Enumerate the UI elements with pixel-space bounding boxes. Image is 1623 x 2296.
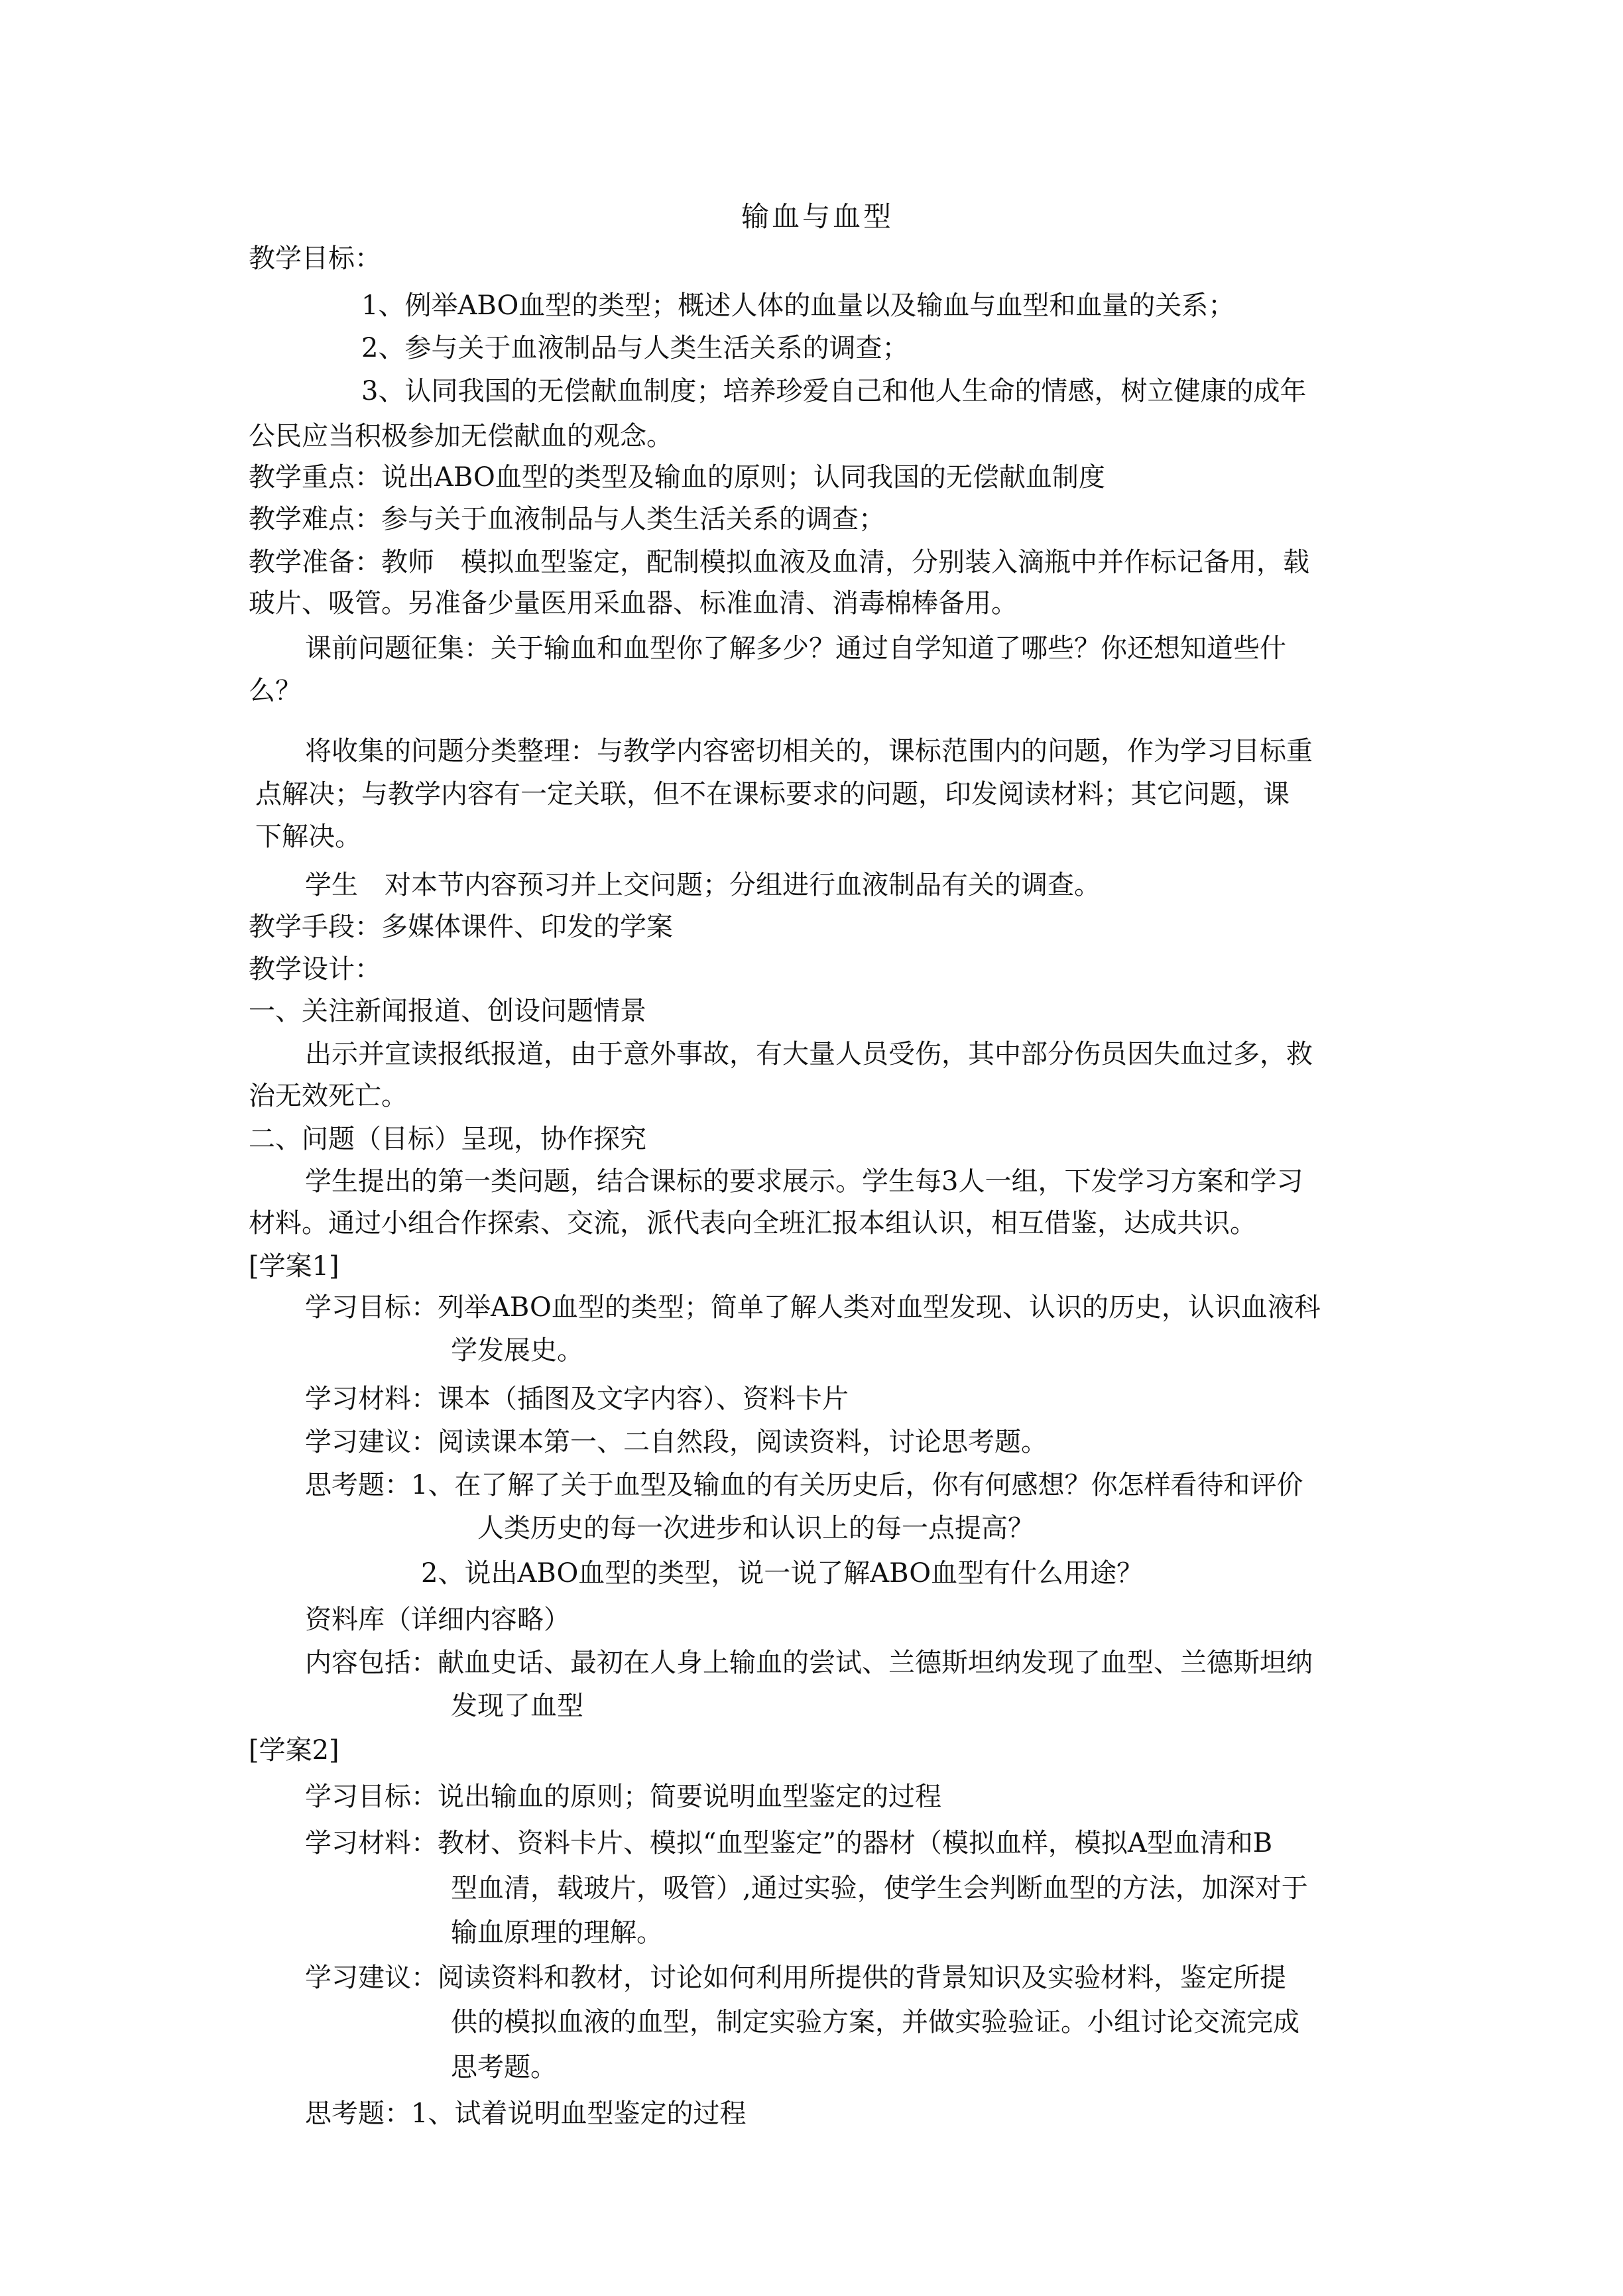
goals-heading: 教学目标：	[249, 243, 381, 274]
plan-2-material: 型血清，载玻片，吸管）,通过实验，使学生会判断血型的方法，加深对于	[451, 1873, 1308, 1903]
preparation-line	[249, 546, 1309, 579]
section-1-text: 治无效死亡。	[249, 1081, 408, 1111]
plan-2-label: [学案2]	[249, 1735, 339, 1766]
plan-2-material: 输血原理的理解。	[451, 1917, 663, 1948]
plan-2-goal: 学习目标：说出输血的原则；简要说明血型鉴定的过程	[305, 1782, 941, 1812]
preparation-line: 点解决；与教学内容有一定关联，但不在课标要求的问题，印发阅读材料；其它问题，课	[255, 779, 1290, 810]
section-2-heading: 二、问题（目标）呈现，协作探究	[249, 1124, 646, 1154]
design-heading: 教学设计：	[249, 954, 381, 985]
section-1-text: 出示并宣读报纸报道，由于意外事故，有大量人员受伤，其中部分伤员因失血过多，救	[305, 1039, 1313, 1069]
preparation-line: 下解决。	[255, 821, 361, 852]
page-title: 输血与血型	[741, 200, 894, 233]
plan-1-goal: 学习目标：列举ABO血型的类型；简单了解人类对血型发现、认识的历史，认识血液科	[305, 1292, 1321, 1323]
plan-2-material: 学习材料：教材、资料卡片、模拟“血型鉴定”的器材（模拟血样，模拟A型血清和B	[305, 1828, 1273, 1858]
goal-item: 2、参与关于血液制品与人类生活关系的调查；	[361, 333, 909, 363]
plan-2-question: 思考题：1、试着说明血型鉴定的过程	[305, 2098, 747, 2129]
preparation-text: 模拟血型鉴定，配制模拟血液及血清，分别装入滴瓶中并作标记备用，载	[461, 547, 1309, 577]
plan-2-advice: 思考题。	[451, 2052, 557, 2083]
plan-1-goal: 学发展史。	[451, 1335, 583, 1366]
preparation-teacher-label: 教学准备：教师	[249, 547, 434, 577]
section-2-text: 材料。通过小组合作探索、交流，派代表向全班汇报本组认识，相互借鉴，达成共识。	[249, 1208, 1256, 1239]
preparation-student-label: 学生	[305, 870, 358, 900]
plan-1-label: [学案1]	[249, 1251, 339, 1282]
plan-1-contents: 发现了血型	[451, 1691, 583, 1721]
plan-1-question: 人类历史的每一次进步和认识上的每一点提高？	[477, 1513, 1034, 1543]
goal-item: 公民应当积极参加无偿献血的观念。	[249, 421, 673, 452]
preparation-line: 玻片、吸管。另准备少量医用采血器、标准血清、消毒棉棒备用。	[249, 588, 1018, 619]
plan-2-advice: 供的模拟血液的血型，制定实验方案，并做实验验证。小组讨论交流完成	[451, 2007, 1299, 2037]
difficult-point: 教学难点：参与关于血液制品与人类生活关系的调查；	[249, 504, 885, 534]
plan-1-contents: 内容包括：献血史话、最初在人身上输血的尝试、兰德斯坦纳发现了血型、兰德斯坦纳	[305, 1648, 1313, 1678]
teaching-means: 教学手段：多媒体课件、印发的学案	[249, 912, 673, 942]
preparation-line: 将收集的问题分类整理：与教学内容密切相关的，课标范围内的问题，作为学习目标重	[305, 736, 1313, 766]
plan-1-question: 2、说出ABO血型的类型，说一说了解ABO血型有什么用途？	[421, 1558, 1144, 1589]
key-point: 教学重点：说出ABO血型的类型及输血的原则；认同我国的无偿献血制度	[249, 462, 1105, 493]
preparation-line: 么？	[249, 676, 302, 706]
preparation-student-text: 对本节内容预习并上交问题；分组进行血液制品有关的调查。	[385, 870, 1101, 900]
section-2-text: 学生提出的第一类问题，结合课标的要求展示。学生每3人一组，下发学习方案和学习	[305, 1166, 1303, 1197]
plan-1-library: 资料库（详细内容略）	[305, 1604, 570, 1635]
plan-1-advice: 学习建议：阅读课本第一、二自然段，阅读资料，讨论思考题。	[305, 1427, 1048, 1457]
preparation-line: 课前问题征集：关于输血和血型你了解多少？通过自学知道了哪些？你还想知道些什	[305, 633, 1286, 664]
plan-1-question: 思考题：1、在了解了关于血型及输血的有关历史后，你有何感想？你怎样看待和评价	[305, 1470, 1303, 1500]
plan-1-material: 学习材料：课本（插图及文字内容）、资料卡片	[305, 1384, 849, 1414]
preparation-student-line	[305, 869, 1101, 902]
plan-2-advice: 学习建议：阅读资料和教材，讨论如何利用所提供的背景知识及实验材料，鉴定所提	[305, 1963, 1286, 1993]
goal-item: 3、认同我国的无偿献血制度；培养珍爱自己和他人生命的情感，树立健康的成年	[361, 376, 1307, 406]
section-1-heading: 一、关注新闻报道、创设问题情景	[249, 996, 646, 1026]
goal-item: 1、例举ABO血型的类型；概述人体的血量以及输血与血型和血量的关系；	[361, 290, 1235, 321]
